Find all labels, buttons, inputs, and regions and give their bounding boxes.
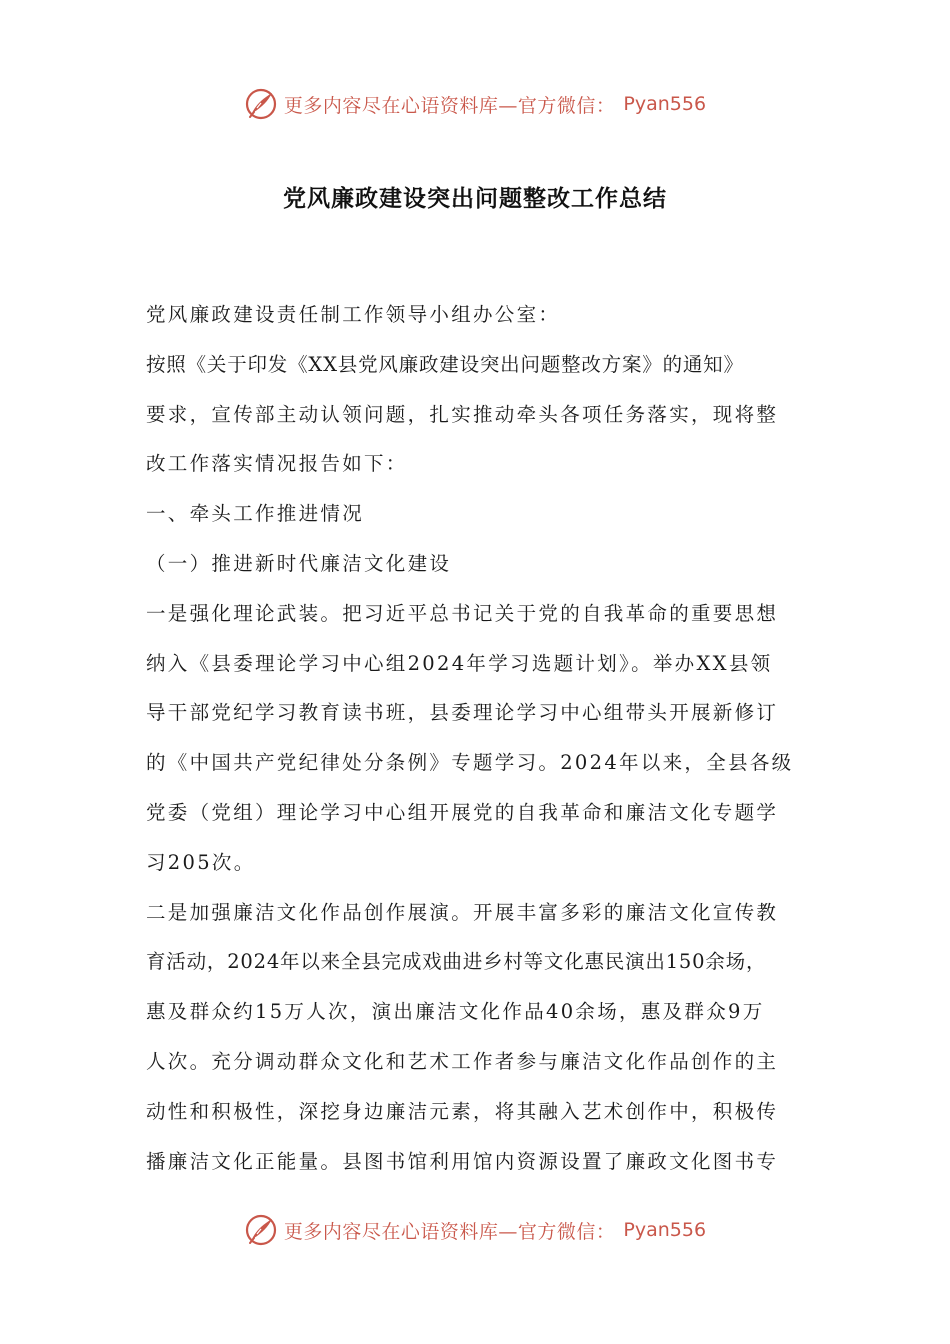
document-body	[146, 290, 806, 1186]
body-line: 播廉洁文化正能量。县图书馆利用馆内资源设置了廉政文化图书专	[146, 1149, 779, 1173]
quill-logo-icon	[244, 1213, 278, 1247]
body-line: 纳入《县委理论学习中心组2024年学习选题计划》。举办XX县领	[146, 651, 773, 675]
body-line: 党风廉政建设责任制工作领导小组办公室：	[146, 303, 561, 326]
footer-watermark	[0, 1210, 950, 1250]
header-watermark	[0, 84, 950, 124]
watermark-wechat-id: Pyan556	[623, 1219, 707, 1241]
quill-logo-icon	[244, 87, 278, 121]
body-line: 惠及群众约15万人次，演出廉洁文化作品40余场，惠及群众9万	[146, 1000, 765, 1024]
body-line: 要求，宣传部主动认领问题，扎实推动牵头各项任务落实，现将整	[146, 402, 779, 426]
body-line: 习205次。	[146, 850, 256, 874]
watermark-text: 更多内容尽在心语资料库—官方微信：	[283, 1220, 616, 1243]
subsection-heading: （一）推进新时代廉洁文化建设	[146, 551, 452, 575]
body-line: 党委（党组）理论学习中心组开展党的自我革命和廉洁文化专题学	[146, 800, 779, 824]
body-line: 导干部党纪学习教育读书班，县委理论学习中心组带头开展新修订	[146, 701, 779, 725]
body-line: 二是加强廉洁文化作品创作展演。开展丰富多彩的廉洁文化宣传教	[146, 900, 779, 924]
body-line: 的《中国共产党纪律处分条例》专题学习。2024年以来，全县各级	[146, 751, 794, 775]
body-line: 育活动，2024年以来全县完成戏曲进乡村等文化惠民演出150余场，	[146, 950, 767, 974]
watermark-wechat-id: Pyan556	[623, 93, 707, 115]
body-line: 改工作落实情况报告如下：	[146, 452, 408, 476]
body-line: 一是强化理论武装。把习近平总书记关于党的自我革命的重要思想	[146, 601, 779, 625]
document-title: 党风廉政建设突出问题整改工作总结	[283, 186, 667, 212]
body-line: 动性和积极性，深挖身边廉洁元素，将其融入艺术创作中，积极传	[146, 1099, 779, 1123]
body-line: 人次。充分调动群众文化和艺术工作者参与廉洁文化作品创作的主	[146, 1049, 779, 1073]
watermark-text: 更多内容尽在心语资料库—官方微信：	[283, 94, 616, 117]
section-heading: 一、牵头工作推进情况	[146, 502, 365, 526]
body-line: 按照《关于印发《XX县党风廉政建设突出问题整改方案》的通知》	[146, 352, 744, 376]
